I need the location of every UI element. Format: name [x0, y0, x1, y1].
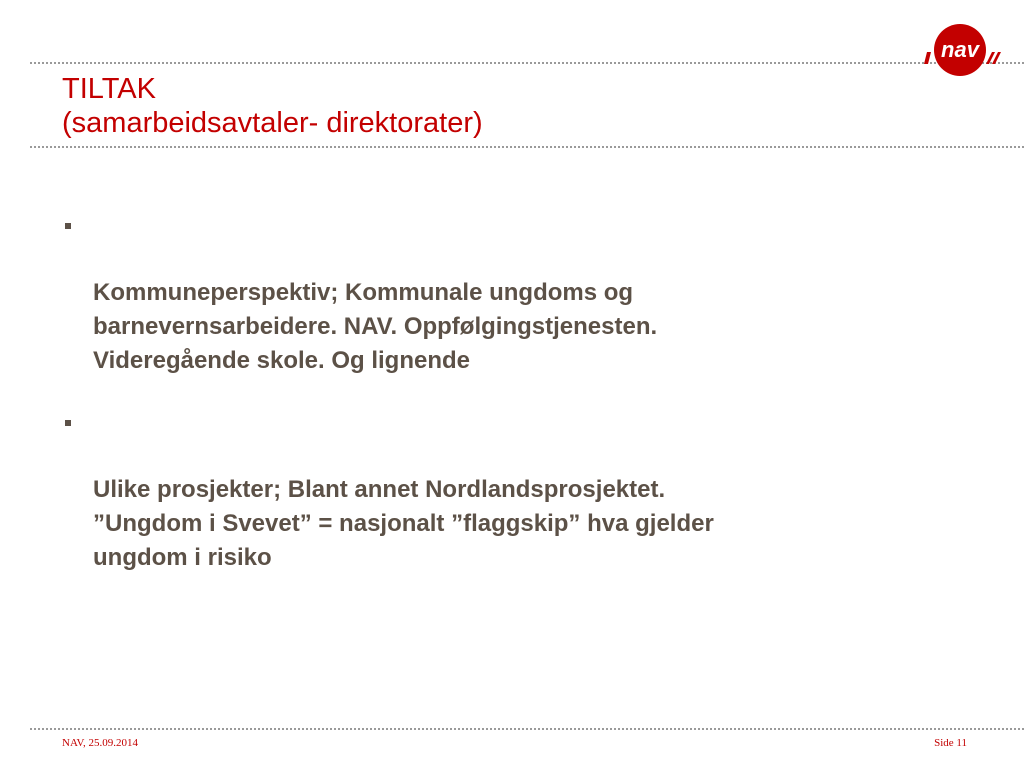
nav-logo-icon	[918, 22, 1018, 82]
title-line-2: (samarbeidsavtaler- direktorater)	[62, 107, 483, 139]
bullet-text: Kommuneperspektiv; Kommunale ungdoms og barnevernsarbeidere. NAV. Oppfølgingstjenesten. Videregående skole. Og lignende	[93, 279, 658, 374]
page-title	[62, 72, 483, 140]
top-divider	[30, 62, 1024, 64]
footer-page-number: Side 11	[934, 737, 967, 749]
title-line-1: TILTAK	[62, 73, 156, 105]
bullet-item	[62, 405, 962, 575]
footer-date: NAV, 25.09.2014	[62, 737, 138, 749]
bullet-item	[62, 208, 962, 378]
square-bullet-icon	[65, 223, 71, 229]
title-divider	[30, 146, 1024, 148]
footer-divider	[30, 728, 1024, 730]
nav-logo-text: nav	[941, 37, 979, 62]
square-bullet-icon	[65, 420, 71, 426]
bullet-list	[62, 208, 962, 602]
bullet-text: Ulike prosjekter; Blant annet Nordlandsprosjektet. ”Ungdom i Svevet” = nasjonalt ”flaggskip” hva gjelder ungdom i risiko	[93, 476, 714, 571]
